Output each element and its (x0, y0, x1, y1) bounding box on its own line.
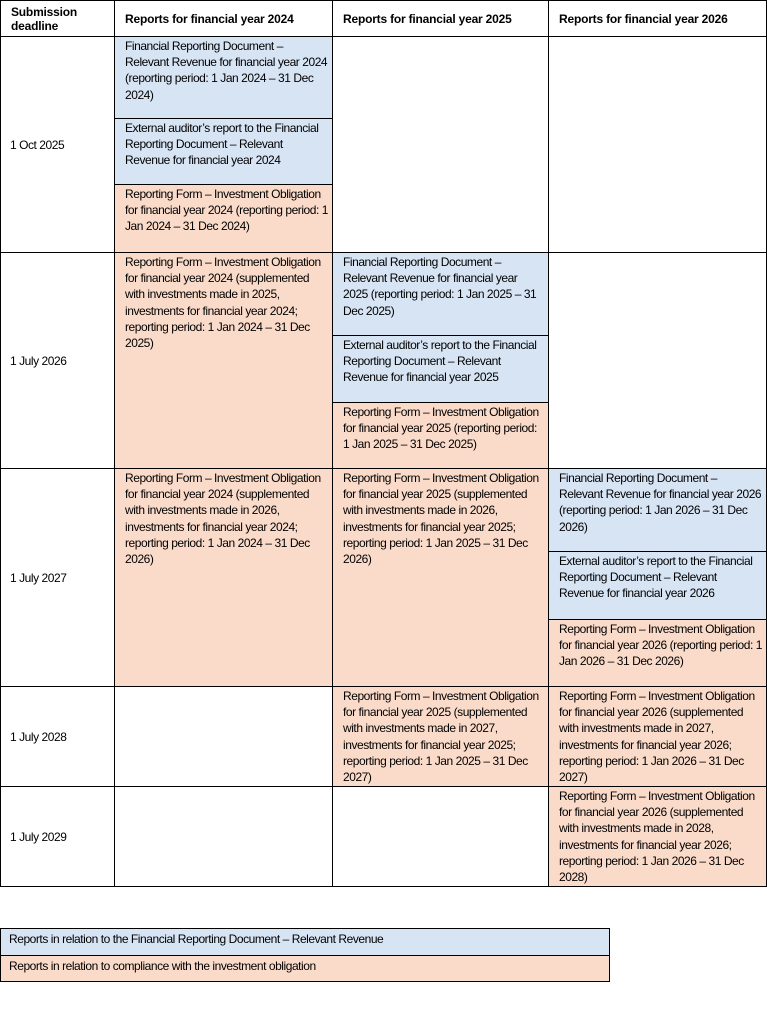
report-cell-investment: Reporting Form – Investment Obligation for financial year 2026 (supplemented with investments made in 2028, investments for financial year 2026; reporting period: 1 Jan 2026 – 31 Dec 2028) (548, 786, 767, 887)
header-fy2026: Reports for financial year 2026 (548, 0, 767, 37)
report-cell-investment: Reporting Form – Investment Obligation for financial year 2026 (supplemented with investments made in 2027, investments for financial year 2026; reporting period: 1 Jan 2026 – 31 Dec 2027) (548, 686, 767, 787)
empty-cell (548, 252, 767, 469)
report-cell-investment: Reporting Form – Investment Obligation for financial year 2024 (supplemented with investments made in 2025, investments for financial year 2024; reporting period: 1 Jan 2024 – 31 Dec 2025) (114, 252, 333, 469)
deadline-cell: 1 July 2028 (0, 686, 115, 787)
empty-cell (114, 786, 333, 887)
header-fy2025: Reports for financial year 2025 (332, 0, 549, 37)
empty-cell (114, 686, 333, 787)
legend (0, 928, 610, 982)
legend-investment: Reports in relation to compliance with the investment obligation (0, 955, 610, 982)
empty-cell (332, 786, 549, 887)
deadline-cell: 1 July 2026 (0, 252, 115, 469)
deadline-cell: 1 July 2029 (0, 786, 115, 887)
report-cell-revenue: Financial Reporting Document – Relevant Revenue for financial year 2024 (reporting period: 1 Jan 2024 – 31 Dec 2024) (114, 36, 333, 119)
report-cell-revenue: External auditor’s report to the Financial Reporting Document – Relevant Revenue for financial year 2024 (114, 118, 333, 185)
deadline-cell: 1 July 2027 (0, 468, 115, 687)
header-submission-deadline: Submission deadline (0, 0, 115, 37)
report-cell-investment: Reporting Form – Investment Obligation for financial year 2025 (supplemented with investments made in 2026, investments for financial year 2025; reporting period: 1 Jan 2025 – 31 Dec 2026) (332, 468, 549, 687)
report-cell-investment: Reporting Form – Investment Obligation for financial year 2025 (reporting period: 1 Jan 2025 – 31 Dec 2025) (332, 402, 549, 469)
report-cell-investment: Reporting Form – Investment Obligation for financial year 2025 (supplemented with investments made in 2027, investments for financial year 2025; reporting period: 1 Jan 2025 – 31 Dec 2027) (332, 686, 549, 787)
header-fy2024: Reports for financial year 2024 (114, 0, 333, 37)
deadline-cell: 1 Oct 2025 (0, 36, 115, 253)
report-cell-revenue: External auditor’s report to the Financial Reporting Document – Relevant Revenue for financial year 2025 (332, 335, 549, 403)
report-cell-investment: Reporting Form – Investment Obligation for financial year 2026 (reporting period: 1 Jan 2026 – 31 Dec 2026) (548, 619, 767, 687)
report-cell-revenue: Financial Reporting Document – Relevant Revenue for financial year 2026 (reporting period: 1 Jan 2026 – 31 Dec 2026) (548, 468, 767, 552)
report-cell-investment: Reporting Form – Investment Obligation for financial year 2024 (reporting period: 1 Jan 2024 – 31 Dec 2024) (114, 184, 333, 253)
report-cell-investment: Reporting Form – Investment Obligation for financial year 2024 (supplemented with investments made in 2026, investments for financial year 2024; reporting period: 1 Jan 2024 – 31 Dec 2026) (114, 468, 333, 687)
empty-cell (548, 36, 767, 253)
legend-revenue: Reports in relation to the Financial Reporting Document – Relevant Revenue (0, 928, 610, 956)
report-cell-revenue: External auditor’s report to the Financial Reporting Document – Relevant Revenue for financial year 2026 (548, 551, 767, 620)
empty-cell (332, 36, 549, 253)
report-cell-revenue: Financial Reporting Document – Relevant Revenue for financial year 2025 (reporting period: 1 Jan 2025 – 31 Dec 2025) (332, 252, 549, 336)
